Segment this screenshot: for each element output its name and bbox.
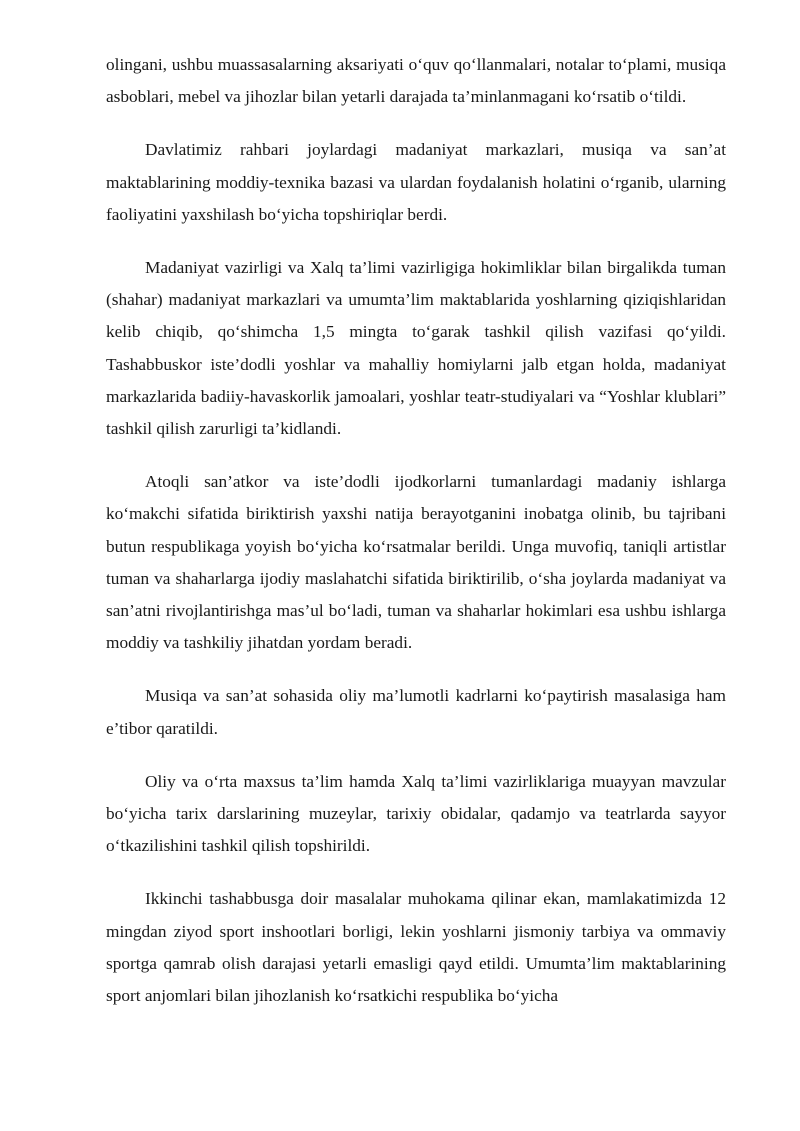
paragraph-artists-assignment: Atoqli san’atkor va iste’dodli ijodkorlarni tumanlardagi madaniy ishlarga ko‘makchi sifatida biriktirish yaxshi natija berayotganini inobatga olinib, bu tajribani butun respublikaga yoyish bo‘yicha ko‘rsatmalar berildi. Unga muvofiq, taniqli artistlar tuman va shaharlarga ijodiy maslahatchi sifatida biriktirilib, o‘sha joylarda madaniyat va san’atni rivojlantirishga mas’ul bo‘ladi, tuman va shaharlar hokimlari esa ushbu ishlarga moddiy va tashkiliy jihatdan yordam beradi. — [106, 472, 726, 653]
paragraph-history-lessons: Oliy va o‘rta maxsus ta’lim hamda Xalq ta’limi vazirliklariga muayyan mavzular bo‘yicha tarix darslarining muzeylar, tarixiy obidalar, qadamjo va teatrlarda sayyor o‘tkazilishini tashkil qilish topshirildi. — [106, 771, 726, 856]
paragraph-leader-instructions: Davlatimiz rahbari joylardagi madaniyat markazlari, musiqa va san’at maktablarining moddiy-texnika bazasi va ulardan foydalanish holatini o‘rganib, ularning faoliyatini yaxshilash bo‘yicha topshiriqlar berdi. — [106, 140, 726, 224]
paragraph-ministry-tasks: Madaniyat vazirligi va Xalq ta’limi vazirligiga hokimliklar bilan birgalikda tuman (shahar) madaniyat markazlari va umumta’lim maktablarida yoshlarning qiziqishlaridan kelib chiqib, qo‘shimcha 1,5 mingta to‘garak tashkil qilish vazifasi qo‘yildi. Tashabbuskor iste’dodli yoshlar va mahalliy homiylarni jalb etgan holda, madaniyat markazlarida badiiy-havaskorlik jamoalari, yoshlar teatr-studiyalari va “Yoshlar klublari” tashkil qilish zarurligi ta’kidlandi. — [106, 258, 726, 439]
paragraph-sport-initiative: Ikkinchi tashabbusga doir masalalar muhokama qilinar ekan, mamlakatimizda 12 mingdan ziyod sport inshootlari borligi, lekin yoshlarni jismoniy tarbiya va ommaviy sportga qamrab olish darajasi yetarli emasligi qayd etildi. Umumta’lim maktablarining sport anjomlari bilan jihozlanish ko‘rsatkichi respublika bo‘yicha — [106, 889, 726, 1006]
paragraph-higher-education: Musiqa va san’at sohasida oliy ma’lumotli kadrlarni ko‘paytirish masalasiga ham e’tibor qaratildi. — [106, 686, 726, 738]
paragraph-continuation: olingani, ushbu muassasalarning aksariyati o‘quv qo‘llanmalari, notalar to‘plami, musiqa asboblari, mebel va jihozlar bilan yetarli darajada ta’minlanmagani ko‘rsatib o‘tildi. — [106, 55, 726, 107]
document-page — [106, 49, 726, 1012]
